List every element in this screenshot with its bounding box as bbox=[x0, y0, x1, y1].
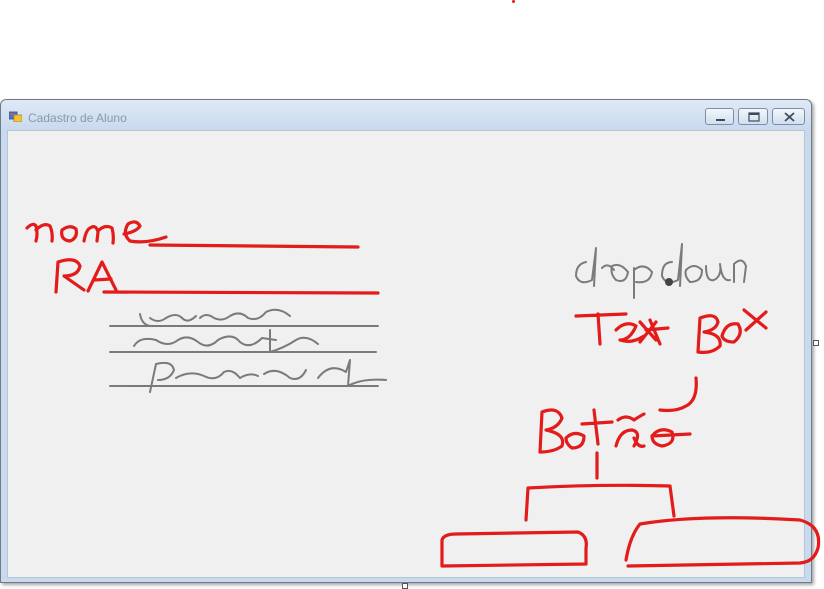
ink-blot bbox=[665, 278, 673, 286]
ra-input-line bbox=[104, 292, 378, 293]
sketch-label-nome bbox=[27, 222, 166, 243]
sketch-label-botao bbox=[540, 410, 690, 452]
resize-handle-bottom[interactable] bbox=[402, 583, 408, 589]
window-title: Cadastro de Aluno bbox=[28, 111, 127, 125]
sketch-label-textbox bbox=[576, 310, 766, 352]
tree-connector bbox=[526, 453, 674, 520]
sketch-label-curso bbox=[140, 310, 290, 326]
nome-input-line bbox=[150, 245, 358, 247]
sketch-label-semestre bbox=[134, 330, 318, 352]
button-box-right bbox=[626, 518, 819, 566]
button-box-left bbox=[442, 532, 586, 566]
sketch-label-dropdown bbox=[576, 244, 746, 298]
sketch-label-ra bbox=[56, 260, 116, 292]
sketch-label-periodo bbox=[150, 360, 386, 392]
connector-textbox-botao bbox=[660, 378, 696, 411]
resize-handle-right[interactable] bbox=[813, 340, 819, 346]
